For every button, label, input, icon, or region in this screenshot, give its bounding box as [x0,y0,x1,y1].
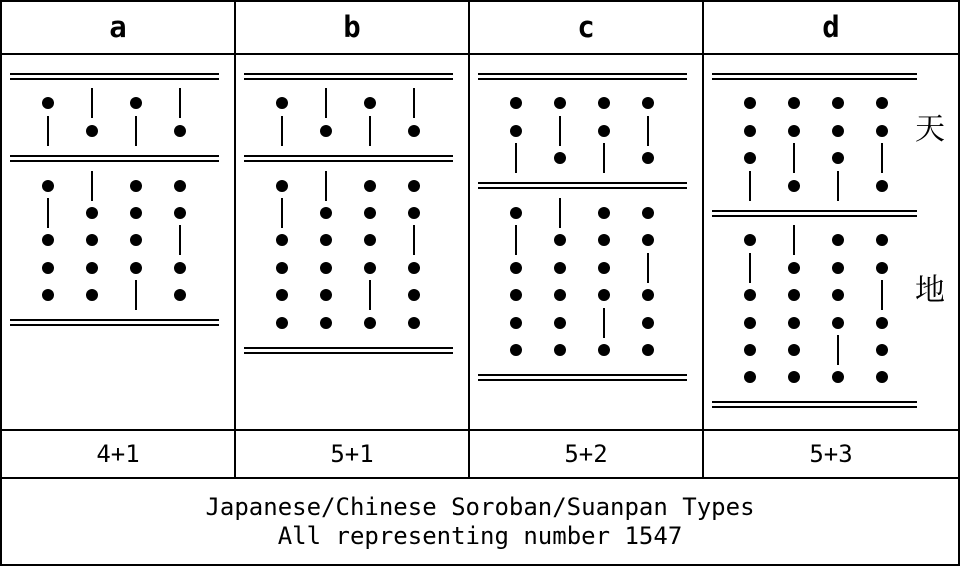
header-row [2,2,958,55]
reckoning-bar [244,155,453,162]
bead [130,234,142,246]
bead [276,234,288,246]
bottom-frame [244,347,453,354]
bead [788,289,800,301]
bead [598,97,610,109]
bead [408,262,420,274]
rod-segment [369,280,371,310]
top-frame [244,73,453,80]
column-header-d [704,2,958,53]
rod-segment [413,88,415,118]
bead [554,289,566,301]
rod-segment [881,143,883,173]
type-label-b: 5+1 [330,440,374,468]
bead [788,97,800,109]
bead [744,344,756,356]
bead [744,125,756,137]
bead [408,125,420,137]
bead [788,262,800,274]
bead [876,317,888,329]
rod-segment [47,116,49,146]
column-header-b [236,2,470,53]
rod-segment [603,308,605,338]
bead [832,262,844,274]
type-label-c: 5+2 [564,440,608,468]
bead [364,317,376,329]
rod-segment [515,225,517,255]
rod-segment [91,171,93,201]
bead [788,125,800,137]
type-label-cell-a [2,431,236,477]
bead [86,289,98,301]
top-frame [10,73,219,80]
bead [876,371,888,383]
type-label-a: 4+1 [96,440,140,468]
bead [832,234,844,246]
bottom-frame [10,319,219,326]
bead [174,207,186,219]
reckoning-bar [10,155,219,162]
rod-segment [91,88,93,118]
abacus-panel-c [470,55,704,429]
reckoning-bar [478,182,687,189]
header-label-c: c [577,10,595,44]
bead [276,262,288,274]
bead [832,152,844,164]
bead [408,207,420,219]
bead [130,97,142,109]
type-label-cell-d [704,431,958,477]
bead [42,234,54,246]
bead [642,207,654,219]
rod-segment [179,225,181,255]
abacus-d [712,72,917,409]
bead [130,207,142,219]
bead [554,262,566,274]
bead [832,289,844,301]
bead [42,262,54,274]
type-label-d: 5+3 [809,440,853,468]
caption-line-2: All representing number 1547 [277,521,683,550]
bead [642,344,654,356]
bead [510,317,522,329]
bead [174,180,186,192]
bead [788,371,800,383]
type-label-cell-c [470,431,704,477]
bead [364,207,376,219]
type-label-row [2,431,958,479]
rod-segment [325,171,327,201]
bead [320,317,332,329]
bead [320,234,332,246]
bead [744,289,756,301]
top-frame [712,73,917,80]
bead [86,125,98,137]
bead [642,289,654,301]
bead [276,180,288,192]
rod-segment [647,253,649,283]
bead [174,125,186,137]
column-header-c [470,2,704,53]
abacus-panel-a [2,55,236,429]
rod-segment [325,88,327,118]
rod-segment [559,198,561,228]
bead [598,234,610,246]
bead [876,344,888,356]
bead [744,317,756,329]
bead [174,289,186,301]
bead [598,344,610,356]
bead [510,344,522,356]
rod-segment [515,143,517,173]
heaven-character: 天 [915,112,945,147]
bead [876,180,888,192]
bead [174,262,186,274]
rod-segment [603,143,605,173]
rod-segment [559,116,561,146]
rod-segment [793,143,795,173]
bead [510,262,522,274]
bead [364,180,376,192]
bead [876,262,888,274]
bead [320,207,332,219]
rod-segment [281,116,283,146]
bead [276,289,288,301]
bead [788,344,800,356]
bead [554,234,566,246]
bead [320,289,332,301]
bead [320,262,332,274]
bead [276,97,288,109]
header-label-a: a [109,10,127,44]
earth-character: 地 [915,273,945,308]
bead [42,289,54,301]
bead [598,207,610,219]
abacus-b [244,72,453,354]
bead [598,289,610,301]
bead [876,97,888,109]
abacus-c [478,72,687,381]
bead [876,125,888,137]
caption-line-1: Japanese/Chinese Soroban/Suanpan Types [205,492,755,521]
bottom-frame [712,401,917,408]
bead [510,289,522,301]
abacus-a [10,72,219,327]
rod-segment [749,171,751,201]
bottom-frame [478,374,687,381]
bead [408,289,420,301]
rod-segment [837,171,839,201]
bead [642,317,654,329]
rod-segment [793,225,795,255]
bead [744,234,756,246]
bead [364,97,376,109]
bead [364,262,376,274]
bead [86,207,98,219]
rod-segment [179,88,181,118]
bead [832,371,844,383]
abacus-row [2,55,958,431]
top-frame [478,73,687,80]
bead [744,152,756,164]
bead [510,125,522,137]
rod-segment [647,116,649,146]
bead [42,180,54,192]
bead [642,234,654,246]
bead [642,97,654,109]
rod-segment [47,198,49,228]
rod-segment [135,116,137,146]
abacus-panel-d [704,55,958,429]
bead [832,317,844,329]
bead [408,180,420,192]
bead [832,125,844,137]
type-label-cell-b [236,431,470,477]
bead [408,317,420,329]
bead [832,97,844,109]
rod-segment [369,116,371,146]
abacus-panel-b [236,55,470,429]
rod-segment [749,253,751,283]
bead [876,234,888,246]
rod-segment [413,225,415,255]
bead [598,262,610,274]
bead [598,125,610,137]
bead [642,152,654,164]
bead [130,180,142,192]
caption [2,479,958,564]
bead [276,317,288,329]
bead [788,317,800,329]
bead [130,262,142,274]
bead [554,317,566,329]
rod-segment [281,198,283,228]
rod-segment [837,335,839,365]
rod-segment [135,280,137,310]
bead [86,262,98,274]
bead [744,97,756,109]
rod-segment [881,280,883,310]
bead [788,180,800,192]
column-header-a [2,2,236,53]
bead [554,344,566,356]
bead [554,97,566,109]
reckoning-bar [712,210,917,217]
header-label-d: d [822,10,840,44]
bead [320,125,332,137]
bead [510,207,522,219]
bead [744,371,756,383]
bead [86,234,98,246]
bead [364,234,376,246]
bead [554,152,566,164]
bead [510,97,522,109]
bead [42,97,54,109]
header-label-b: b [343,10,361,44]
